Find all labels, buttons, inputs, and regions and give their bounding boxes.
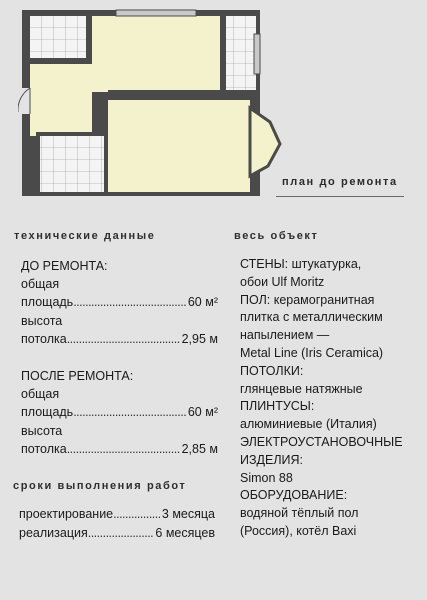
before-area-l2: площадь <box>21 295 74 310</box>
design-value: 3 месяца <box>161 507 215 521</box>
impl-value: 6 месяцев <box>155 526 215 540</box>
spec-line: ЭЛЕКТРОУСТАНОВОЧНЫЕ <box>240 434 403 449</box>
before-area-value: 60 м² <box>187 295 218 310</box>
spec-line: напылением — <box>240 328 330 343</box>
floor-plan <box>18 4 286 200</box>
spec-line: ПОЛ: керамогранитная <box>240 292 375 307</box>
dot-leader <box>88 524 154 543</box>
spec-line: ОБОРУДОВАНИЕ: <box>240 488 348 503</box>
spec-line: Simon 88 <box>240 470 293 485</box>
bathroom-bottom <box>40 136 104 192</box>
impl-label: реализация <box>19 526 88 540</box>
spec-line: ПОТОЛКИ: <box>240 363 304 378</box>
room-upper <box>92 16 220 92</box>
spec-line: обои Ulf Moritz <box>240 274 325 289</box>
object-specs <box>240 256 412 541</box>
dot-leader <box>67 440 180 458</box>
dot-leader <box>113 505 160 524</box>
after-height-l2: потолка <box>21 441 67 456</box>
spec-line: ПЛИНТУСЫ: <box>240 399 315 414</box>
corridor <box>30 64 92 136</box>
after-height-value: 2,85 м <box>181 441 218 456</box>
plan-caption: план до ремонта <box>282 176 398 188</box>
before-title: ДО РЕМОНТА: <box>21 259 108 273</box>
terms-block <box>19 505 215 543</box>
after-title: ПОСЛЕ РЕМОНТА: <box>21 369 134 383</box>
after-area-l1: общая <box>21 387 60 402</box>
spec-line: Metal Line (Iris Ceramica) <box>240 345 384 360</box>
spec-line: глянцевые натяжные <box>240 381 363 396</box>
room-lower <box>108 100 250 192</box>
before-height-l1: высота <box>21 313 63 328</box>
design-label: проектирование <box>19 507 114 521</box>
after-area-value: 60 м² <box>187 405 218 420</box>
after-area-l2: площадь <box>21 405 74 420</box>
bathroom-top <box>30 16 86 60</box>
dot-leader <box>73 293 186 311</box>
before-height-value: 2,95 м <box>181 331 218 346</box>
tech-heading: технические данные <box>14 230 156 242</box>
before-height-l2: потолка <box>21 331 67 346</box>
dot-leader <box>73 403 186 421</box>
before-area-l1: общая <box>21 277 60 292</box>
after-height-l1: высота <box>21 423 63 438</box>
spec-line: (Россия), котёл Baxi <box>240 523 357 538</box>
spec-line: ИЗДЕЛИЯ: <box>240 452 304 467</box>
spec-line: водяной тёплый пол <box>240 506 359 521</box>
balcony-tiles <box>226 16 256 96</box>
terms-heading: сроки выполнения работ <box>13 480 187 492</box>
spec-line: алюминиевые (Италия) <box>240 417 377 432</box>
spec-line: плитка с металлическим <box>240 310 383 325</box>
spec-line: СТЕНЫ: штукатурка, <box>240 257 362 271</box>
caption-rule <box>276 196 404 197</box>
before-block <box>21 257 218 348</box>
after-block <box>21 367 218 458</box>
dot-leader <box>67 330 180 348</box>
object-heading: весь объект <box>234 230 319 242</box>
